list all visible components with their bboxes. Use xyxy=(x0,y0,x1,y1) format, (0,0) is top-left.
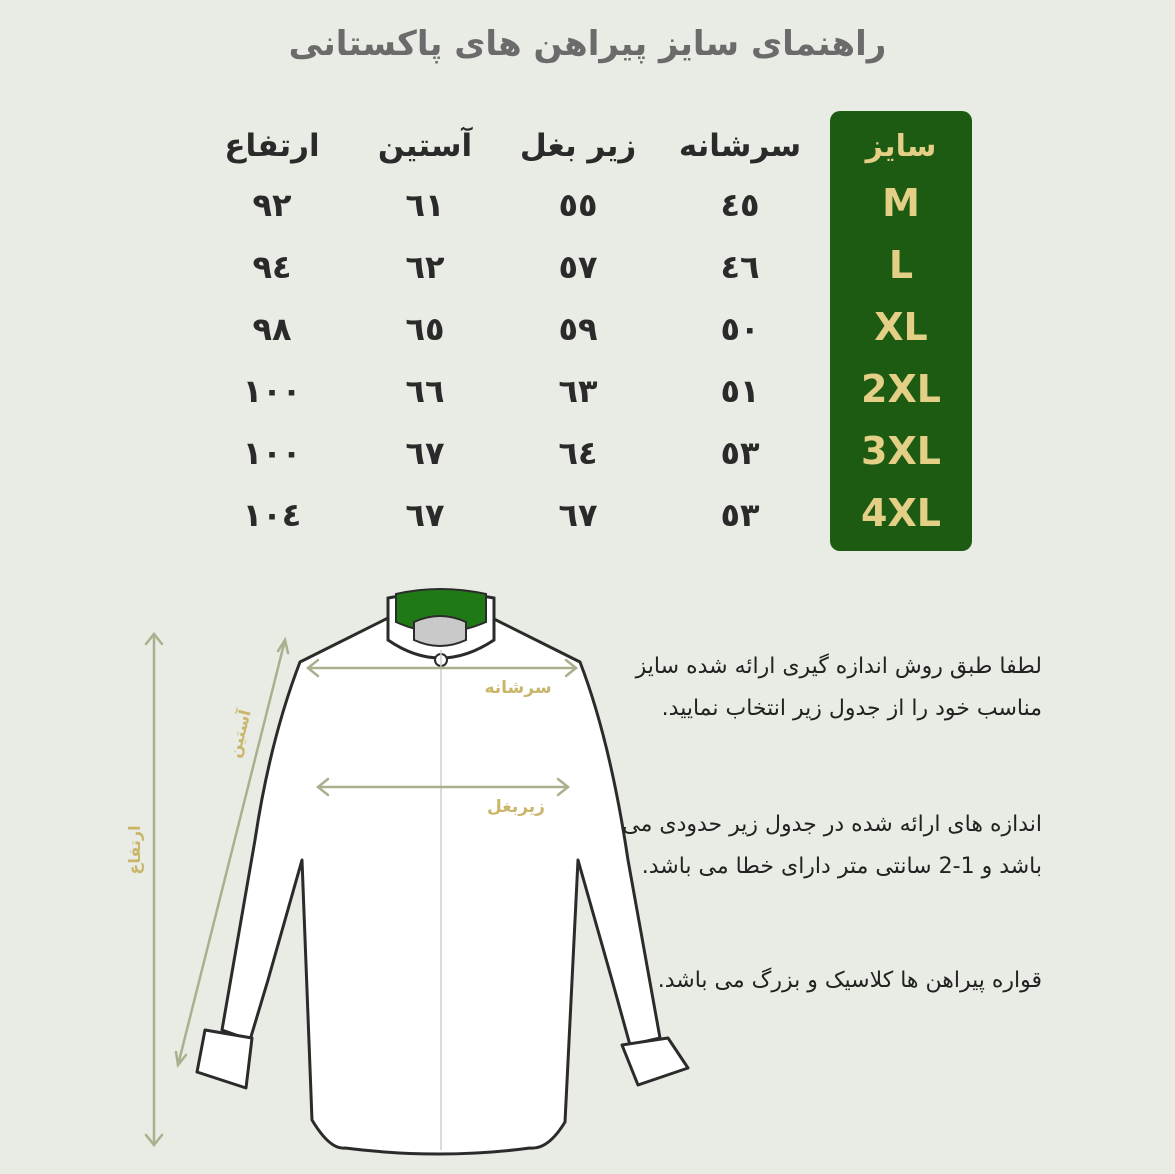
cell-sleeve: ٦٧ xyxy=(405,496,445,534)
cell-sleeve: ٦٧ xyxy=(405,434,445,472)
cell-height: ٩٤ xyxy=(252,248,292,286)
right-cuff xyxy=(622,1038,688,1085)
cell-shoulder: ٥١ xyxy=(720,372,760,410)
cell-height: ١٠٠ xyxy=(242,372,302,410)
cell-armpit: ٦٧ xyxy=(558,496,598,534)
cell-sleeve: ٦٢ xyxy=(405,248,445,286)
sleeve-label: آستین xyxy=(224,707,255,760)
size-column-panel xyxy=(830,111,972,551)
cell-height: ٩٨ xyxy=(252,310,292,348)
page-title: راهنمای سایز پیراهن های پاکستانی xyxy=(288,24,887,64)
cell-armpit: ٥٥ xyxy=(558,186,598,224)
cell-sleeve: ٦١ xyxy=(405,186,445,224)
armpit-label: زیربغل xyxy=(487,797,545,817)
cell-shoulder: ٥٠ xyxy=(720,310,760,348)
note-fit: قواره پیراهن ها کلاسیک و بزرگ می باشد. xyxy=(657,968,1042,993)
left-cuff xyxy=(197,1030,252,1088)
header-sleeve: آستین xyxy=(377,128,473,164)
cell-height: ٩٢ xyxy=(252,186,292,224)
shoulder-label: سرشانه xyxy=(484,678,552,698)
note-tolerance: اندازه های ارائه شده در جدول زیر حدودی می باشد و 1-2 سانتی متر دارای خطا می باشد. xyxy=(622,812,1042,879)
cell-height: ١٠٤ xyxy=(242,496,302,534)
header-height: ارتفاع xyxy=(224,128,320,164)
cell-sleeve: ٦٦ xyxy=(405,372,445,410)
cell-shoulder: ٤٥ xyxy=(720,186,760,224)
size-label: M xyxy=(882,181,920,225)
cell-armpit: ٦٣ xyxy=(558,372,598,410)
cell-shoulder: ٥٣ xyxy=(720,434,760,472)
cell-height: ١٠٠ xyxy=(242,434,302,472)
size-header: سایز xyxy=(865,129,937,164)
cell-sleeve: ٦٥ xyxy=(405,310,445,348)
header-shoulder: سرشانه xyxy=(678,128,802,164)
note-measurement: لطفا طبق روش اندازه گیری ارائه شده سایز مناسب خود را از جدول زیر انتخاب نمایید. xyxy=(635,654,1042,721)
size-label: 2XL xyxy=(861,367,941,411)
cell-armpit: ٦٤ xyxy=(558,434,598,472)
cell-armpit: ٥٩ xyxy=(558,310,598,348)
size-label: L xyxy=(888,243,914,287)
size-label: XL xyxy=(874,305,928,349)
cell-armpit: ٥٧ xyxy=(558,248,598,286)
height-label: ارتفاع xyxy=(125,825,144,875)
cell-shoulder: ٤٦ xyxy=(720,248,760,286)
header-armpit: زیر بغل xyxy=(519,128,637,164)
size-label: 3XL xyxy=(861,429,941,473)
size-label: 4XL xyxy=(861,491,941,535)
cell-shoulder: ٥٣ xyxy=(720,496,760,534)
